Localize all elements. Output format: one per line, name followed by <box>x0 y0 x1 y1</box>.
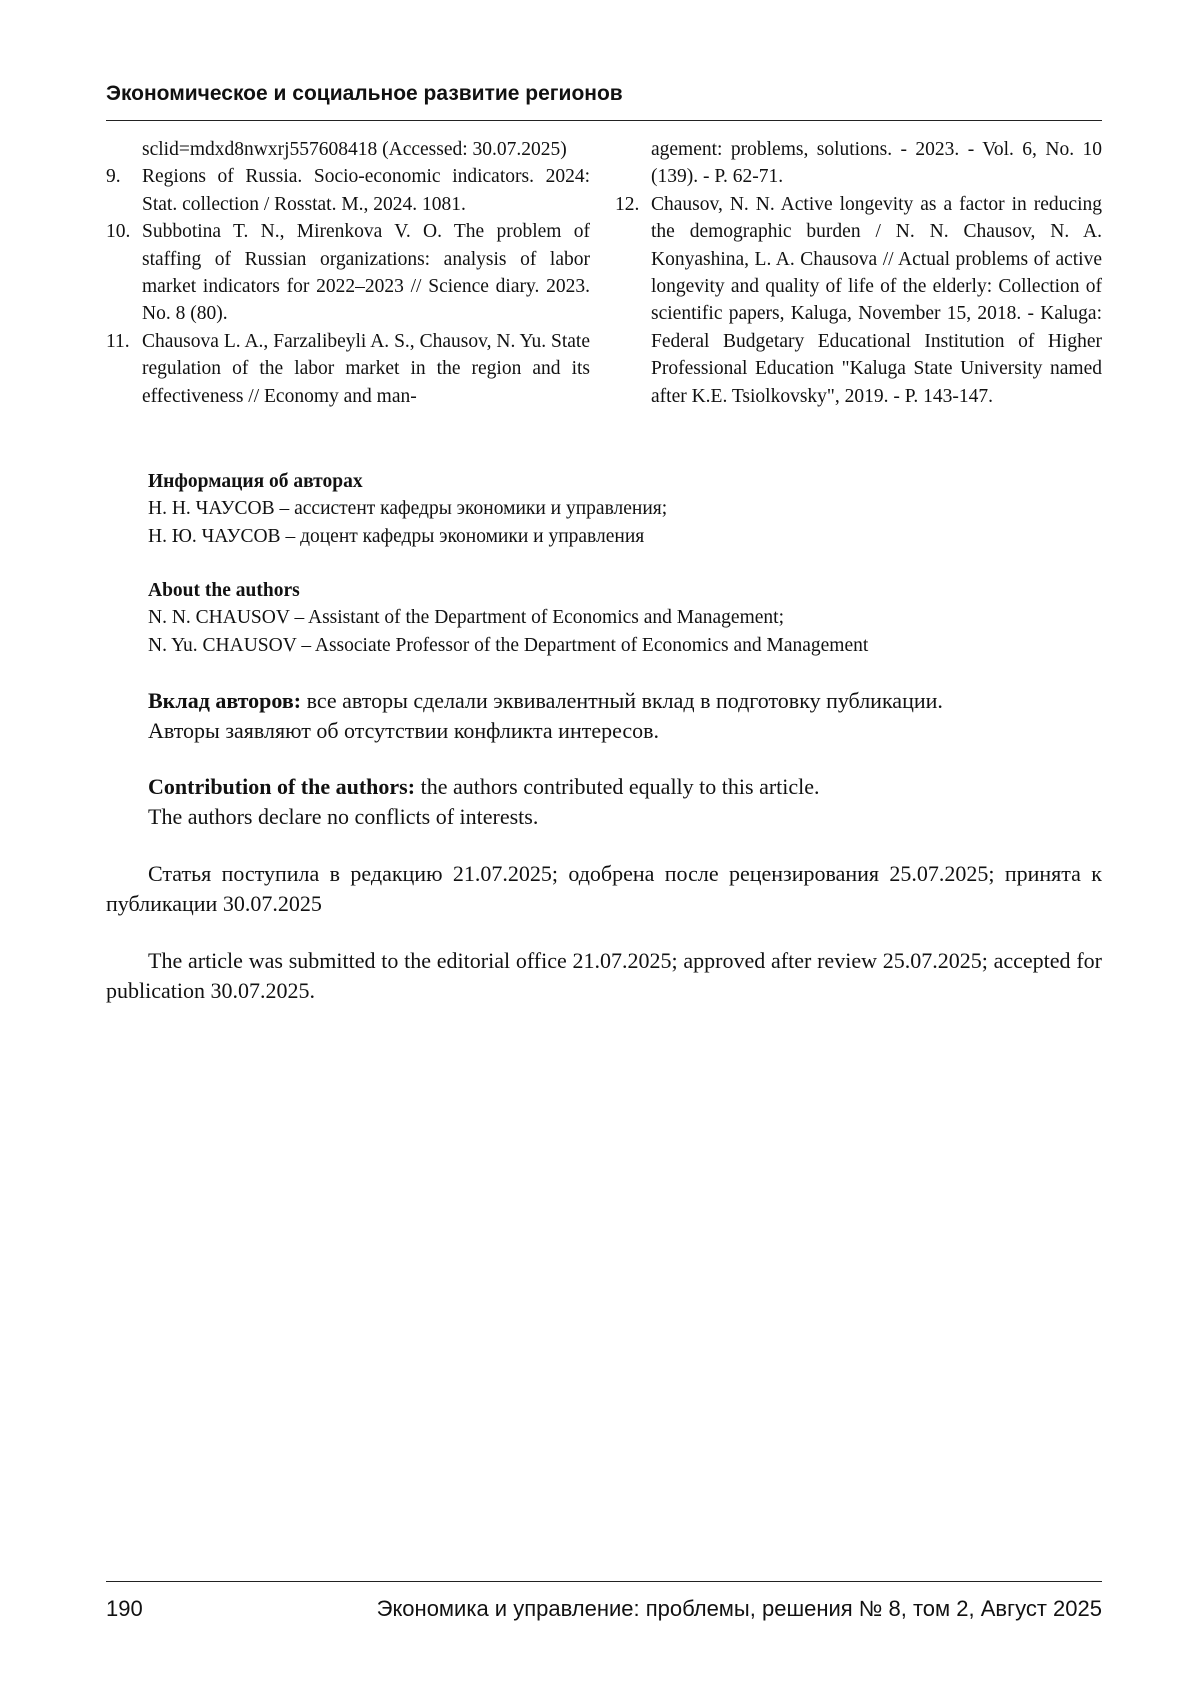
authors-info-ru <box>148 468 1102 550</box>
author-line: N. Yu. CHAUSOV – Associate Professor of the Department of Economics and Management <box>148 632 1102 659</box>
reference-text: Chausova L. A., Farzalibeyli A. S., Chausov, N. Yu. State regulation of the labor market in the region and its effectiveness // Economy and man- <box>142 331 590 407</box>
contribution-text-en: the authors contributed equally to this article. <box>415 774 819 799</box>
running-header: Экономическое и социальное развитие регионов <box>106 82 1102 106</box>
journal-title: Экономика и управление: проблемы, решения № 8, том 2, Август 2025 <box>377 1596 1102 1622</box>
authors-heading-en: About the authors <box>148 577 1102 604</box>
reference-continuation <box>615 136 1102 191</box>
reference-number: 10. <box>106 218 130 245</box>
history-en: The article was submitted to the editorial office 21.07.2025; approved after review 25.07.2025; accepted for publication 30.07.2025. <box>106 946 1102 1006</box>
author-line: N. N. CHAUSOV – Assistant of the Department of Economics and Management; <box>148 604 1102 631</box>
conflict-statement-en: The authors declare no conflicts of interests. <box>148 802 1102 832</box>
reference-text: agement: problems, solutions. - 2023. - Vol. 6, No. 10 (139). - P. 62-71. <box>651 139 1102 187</box>
contribution-text-ru: все авторы сделали эквивалентный вклад в подготовку публикации. <box>301 688 943 713</box>
reference-item <box>106 163 590 218</box>
reference-number: 12. <box>615 191 639 218</box>
contribution-label-ru: Вклад авторов: <box>148 688 301 713</box>
references-right-column <box>615 136 1102 410</box>
page-number: 190 <box>106 1596 143 1622</box>
header-rule <box>106 120 1102 121</box>
authors-heading-ru: Информация об авторах <box>148 468 1102 495</box>
reference-item <box>615 191 1102 410</box>
author-line: Н. Ю. ЧАУСОВ – доцент кафедры экономики и управления <box>148 523 1102 550</box>
authors-info-en <box>148 577 1102 659</box>
contribution-en <box>148 772 1102 832</box>
reference-text: Regions of Russia. Socio-economic indicators. 2024: Stat. collection / Rosstat. M., 2024. 1081. <box>142 166 590 214</box>
reference-item <box>106 328 590 410</box>
contribution-label-en: Contribution of the authors: <box>148 774 415 799</box>
reference-item <box>106 218 590 328</box>
author-line: Н. Н. ЧАУСОВ – ассистент кафедры экономики и управления; <box>148 495 1102 522</box>
history-ru: Статья поступила в редакцию 21.07.2025; одобрена после рецензирования 25.07.2025; принята к публикации 30.07.2025 <box>106 859 1102 919</box>
reference-number: 11. <box>106 328 130 355</box>
references-left-column <box>106 136 590 410</box>
reference-continuation <box>106 136 590 163</box>
reference-text: sclid=mdxd8nwxrj557608418 (Accessed: 30.07.2025) <box>142 139 567 160</box>
reference-text: Subbotina T. N., Mirenkova V. O. The problem of staffing of Russian organizations: analysis of labor market indicators for 2022–2023 // Science diary. 2023. No. 8 (80). <box>142 221 590 324</box>
reference-text: Chausov, N. N. Active longevity as a factor in reducing the demographic burden / N. N. Chausov, N. A. Konyashina, L. A. Chausova // Actual problems of active longevity and quality of life of the elderly: Collection of scientific papers, Kaluga, November 15, 2018. - Kaluga: Federal Budgetary Educational Institution of Higher Professional Education "Kaluga State University named after K.E. Tsiolkovsky", 2019. - P. 143-147. <box>651 194 1102 407</box>
conflict-statement-ru: Авторы заявляют об отсутствии конфликта интересов. <box>148 716 1102 746</box>
contribution-ru <box>148 686 1102 746</box>
footer-rule <box>106 1581 1102 1582</box>
reference-number: 9. <box>106 163 121 190</box>
